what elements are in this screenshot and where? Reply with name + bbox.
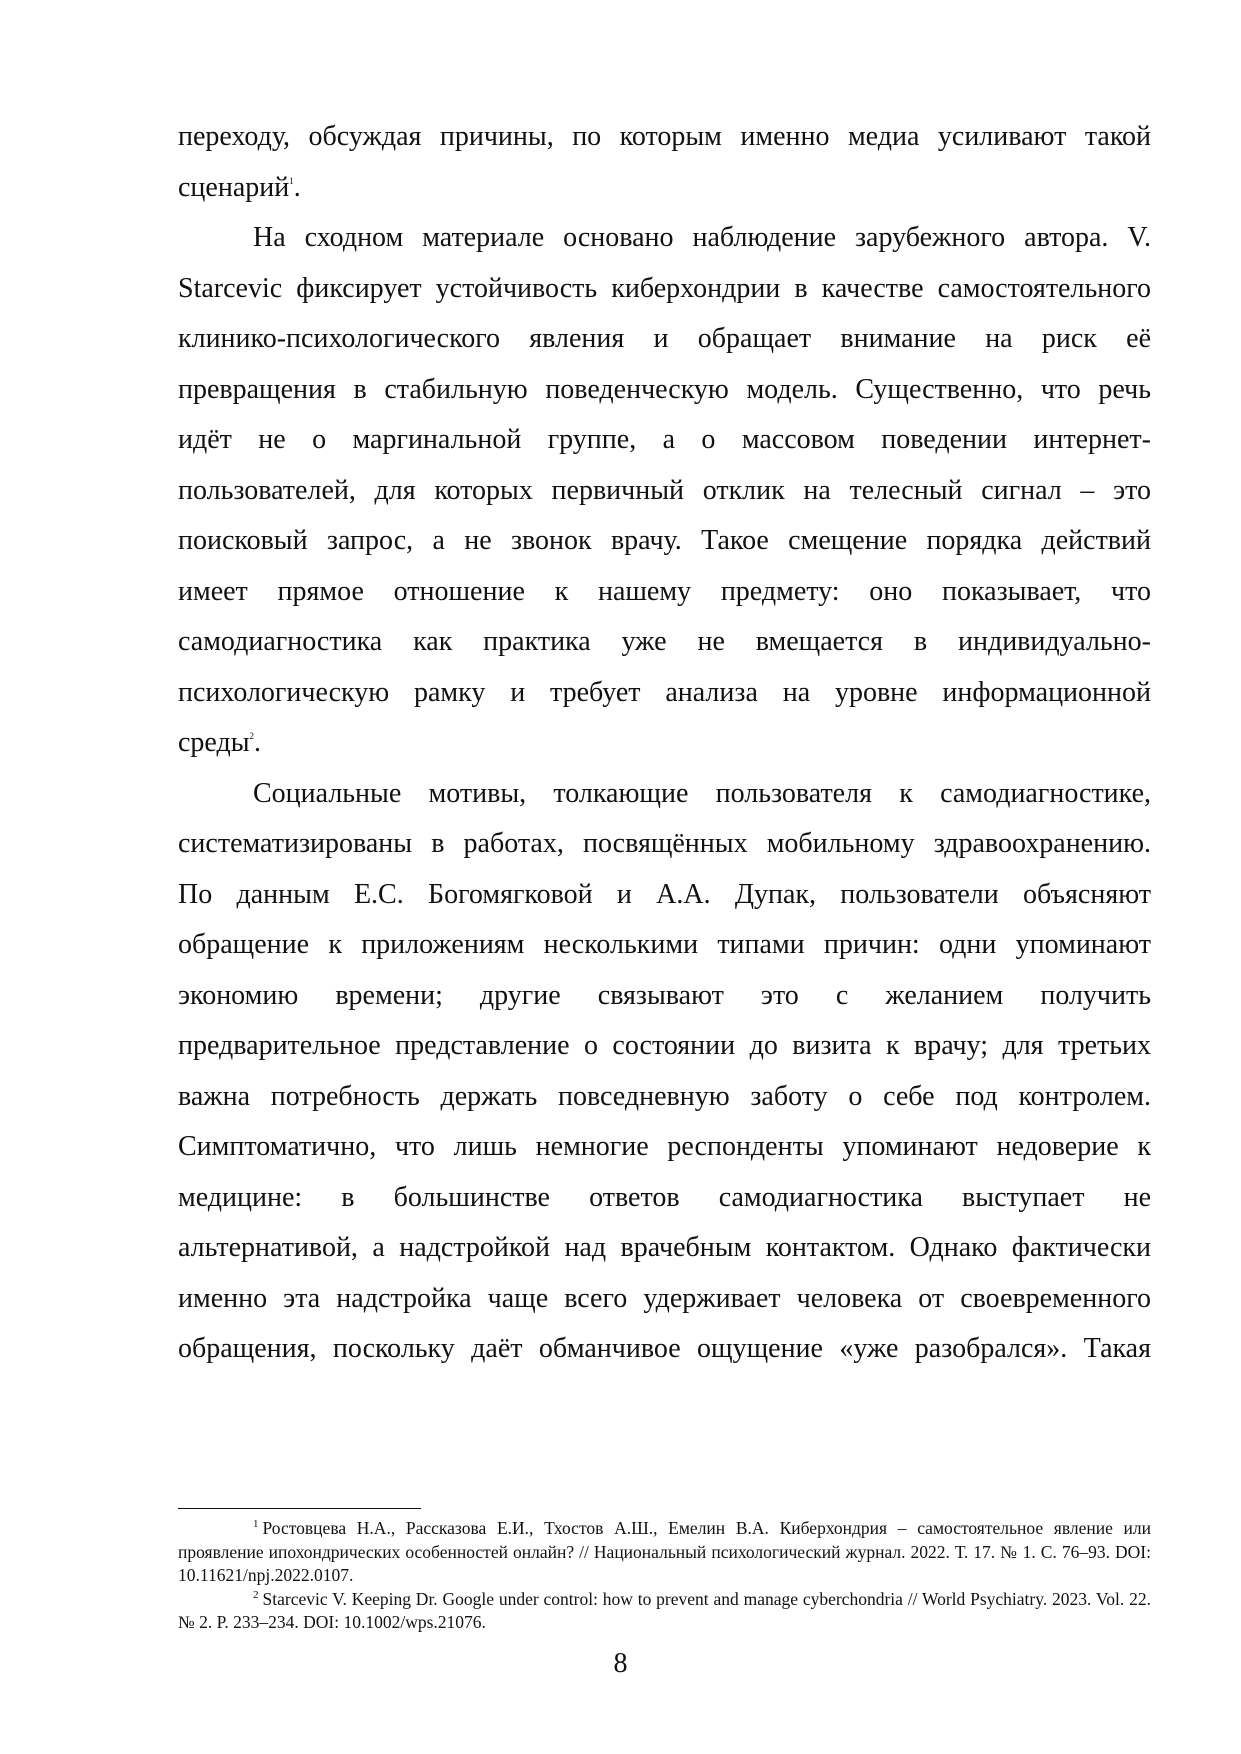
- text-line: важна потребность держать повседневную заботу о себе под контролем.: [178, 1080, 1151, 1112]
- text-line: альтернативой, а надстройкой над врачебным контактом. Однако фактически: [178, 1232, 1151, 1263]
- text-line: идёт не о маргинальной группе, а о массовом поведении интернет-: [178, 424, 1151, 455]
- text-line: пользователей, для которых первичный отклик на телесный сигнал – это: [178, 474, 1151, 506]
- text-line: клинико-психологического явления и обращает внимание на риск её: [178, 323, 1151, 354]
- footnote-separator: [178, 1508, 421, 1509]
- text-line: именно эта надстройка чаще всего удерживает человека от своевременного: [178, 1282, 1151, 1314]
- text-line: сценарий$^1$.: [178, 171, 301, 203]
- footnote-2: [178, 1588, 1151, 1635]
- text-line: На сходном материале основано наблюдение зарубежного автора. V.: [253, 222, 1151, 253]
- text-line: среды$^2$.: [178, 727, 262, 758]
- text-line: Симптоматично, что лишь немногие респонденты упоминают недоверие к: [178, 1131, 1151, 1162]
- text-line: превращения в стабильную поведенческую модель. Существенно, что речь: [178, 373, 1151, 405]
- footnote-ref-1[interactable]: 1: [289, 175, 294, 186]
- body-text: [178, 112, 1151, 1375]
- text-line: поисковый запрос, а не звонок врачу. Такое смещение порядка действий: [178, 525, 1151, 556]
- footnote-ref-2[interactable]: 2: [249, 731, 255, 741]
- text-line: переходу, обсуждая причины, по которым именно медиа усиливают такой: [178, 121, 1151, 152]
- footnote-1: [178, 1517, 1151, 1588]
- text-line: предварительное представление о состоянии до визита к врачу; для третьих: [178, 1030, 1151, 1061]
- text-line: самодиагностика как практика уже не вмещается в индивидуально-: [178, 626, 1151, 657]
- text-line: По данным Е.С. Богомягковой и А.А. Дупак, пользователи объясняют: [178, 878, 1151, 910]
- text-line: психологическую рамку и требует анализа на уровне информационной: [178, 676, 1151, 708]
- text-line: обращения, поскольку даёт обманчивое ощущение «уже разобрался». Такая: [178, 1333, 1151, 1364]
- text-line: экономию времени; другие связывают это с желанием получить: [178, 979, 1151, 1011]
- page-number: 8: [613, 1648, 628, 1679]
- text-line: систематизированы в работах, посвящённых мобильному здравоохранению.: [178, 828, 1151, 859]
- text-line: имеет прямое отношение к нашему предмету: оно показывает, что: [178, 575, 1151, 607]
- footnote-text: Ростовцева Н.А., Рассказова Е.И., Тхостов А.Ш., Емелин В.А. Киберхондрия – самостоятельное явление или проявление ипохондрических особенностей онлайн? // Национальный психологический журнал. 2022. Т. 17. № 1. С. 76–93. DOI: 10.11621/npj.2022.0107.: [178, 1518, 1151, 1585]
- footnotes: [178, 1517, 1151, 1635]
- footnote-number: 2: [253, 1588, 259, 1601]
- footnote-number: 1: [253, 1518, 259, 1530]
- footnote-text: Starcevic V. Keeping Dr. Google under control: how to prevent and manage cyberchondria // World Psychiatry. 2023. Vol. 22. № 2. P. 233–234. DOI: 10.1002/wps.21076.: [178, 1588, 1151, 1632]
- text-line: обращение к приложениям несколькими типами причин: одни упоминают: [178, 929, 1151, 960]
- text-line: Starcevic фиксирует устойчивость киберхондрии в качестве самостоятельного: [178, 272, 1151, 304]
- text-line: медицине: в большинстве ответов самодиагностика выступает не: [178, 1181, 1151, 1213]
- text-line: Социальные мотивы, толкающие пользователя к самодиагностике,: [253, 777, 1151, 809]
